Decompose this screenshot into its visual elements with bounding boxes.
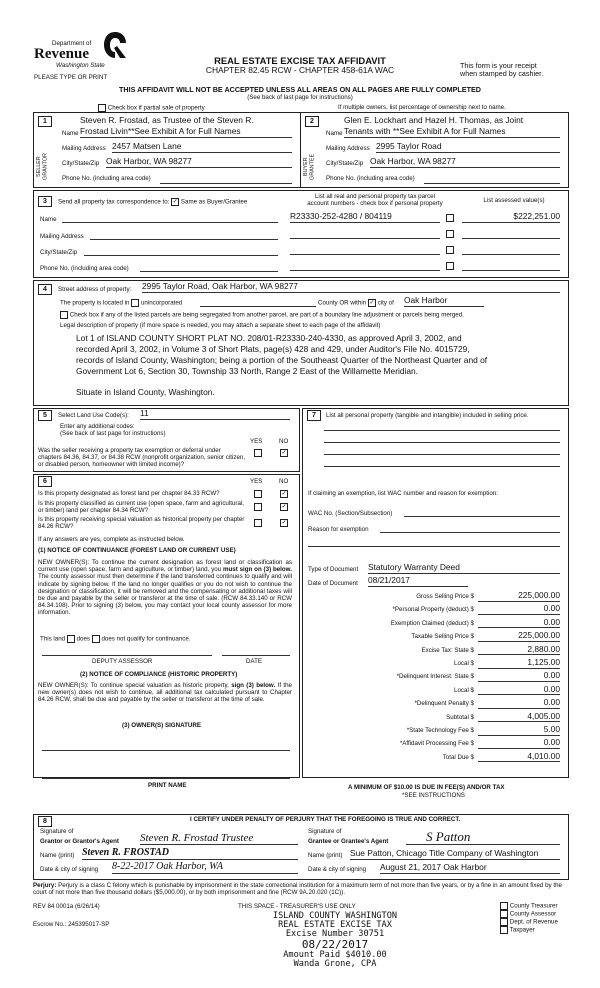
treasurer-space: THIS SPACE - TREASURER'S USE ONLY (238, 903, 356, 910)
sec5-yes-header: YES (250, 438, 263, 445)
sec6-q2-yes[interactable] (254, 503, 262, 511)
additional-codes-label: Enter any additional codes: (60, 423, 135, 430)
minimum-fee-note: A MINIMUM OF $10.00 IS DUE IN FEE(S) AND/OR TAX (348, 784, 505, 791)
perjury-notice (33, 882, 567, 896)
revenue-emblem-icon (102, 30, 128, 60)
section-8-number: 8 (38, 816, 52, 827)
sec6-q1-yes[interactable] (254, 490, 262, 498)
copy-distribution (500, 902, 558, 934)
doc-type-label: Type of Document (308, 566, 359, 573)
parcel-header-1: List all real and personal property tax parcel (314, 193, 436, 200)
assessed-3-field[interactable] (462, 254, 560, 255)
seller-phone-label: Phone No. (including area code) (62, 175, 151, 182)
copy-row-4 (500, 926, 558, 934)
grantee-printed-name[interactable]: Sue Patton, Chicago Title Company of Washington (350, 849, 560, 860)
receipt-note-2: when stamped by cashier. (460, 69, 544, 78)
fee-row (302, 617, 567, 630)
please-type: PLEASE TYPE OR PRINT (34, 74, 108, 81)
form-chapter: CHAPTER 82.45 RCW - CHAPTER 458-61A WAC (205, 65, 395, 75)
fee-label: *Delinquent Interest: State $ (396, 673, 474, 681)
seller-name-line1: Steven R. Frostad, as Trustee of the Steven R. (80, 115, 254, 125)
dept-of: Department of (52, 40, 92, 47)
parcel-3-checkbox[interactable] (446, 246, 454, 254)
fee-value[interactable]: 2,880.00 (478, 645, 560, 656)
revenue-logo (34, 28, 134, 74)
copy-3-label: Dept. of Revenue (509, 918, 558, 926)
section-4-number: 4 (38, 284, 52, 295)
sec3-mailing-field[interactable] (90, 239, 278, 240)
does-qualify-checkbox[interactable] (67, 635, 75, 643)
reason-label: Reason for exemption (308, 526, 369, 533)
parcel-4-checkbox[interactable] (446, 262, 454, 270)
copy-1-label: County Treasurer (509, 902, 558, 910)
notice-2-bold: sign (3) below. (231, 682, 276, 689)
section-7-number: 7 (307, 410, 321, 421)
same-as-buyer-checkbox[interactable]: ✓ (172, 199, 178, 205)
personal-line-4[interactable] (324, 466, 560, 467)
city-of-checkbox[interactable]: ✓ (369, 300, 375, 306)
segregated-label: Check box if any of the listed parcels are being segregated from another parcel, are part of a boundary line adjustment or parcels being merged. (69, 311, 464, 319)
partial-sale-label: Check box if partial sale of property (107, 104, 205, 112)
seller-name-label: Name (62, 130, 79, 137)
does-label: does (76, 635, 90, 643)
parcel-1-personal-checkbox[interactable] (446, 214, 454, 222)
sec6-if-yes: If any answers are yes, complete as instructed below. (38, 536, 185, 543)
see-back-note: (See back of last page for instructions) (247, 94, 353, 101)
fee-value[interactable]: 1,125.00 (478, 658, 560, 669)
unincorporated-label: unincorporated (140, 299, 183, 307)
continuance-row (40, 635, 191, 643)
this-land-label: This land (40, 635, 66, 643)
fee-label: Taxable Selling Price $ (411, 633, 474, 641)
print-name-label: PRINT NAME (148, 782, 187, 789)
seller-city-label: City/State/Zip (62, 160, 100, 167)
grantor-printed-name[interactable]: Steven R. FROSTAD (82, 847, 298, 860)
land-use-code[interactable]: 11 (140, 409, 290, 420)
legal-label: Legal description of property (if more space is needed, you may attach a separate sheet to each page of the affidavit) (60, 322, 381, 329)
fee-label: Total Due $ (442, 753, 474, 761)
stamp-line-2: REAL ESTATE EXCISE TAX (278, 920, 392, 930)
parcel-2-field[interactable] (290, 238, 440, 239)
form-title: REAL ESTATE EXCISE TAX AFFIDAVIT (214, 55, 386, 66)
seller-side-label: SELLER GRANTOR (36, 153, 49, 181)
assessed-4-field[interactable] (462, 270, 560, 271)
fee-value[interactable]: 5.00 (478, 725, 560, 736)
fee-value[interactable]: 0.00 (478, 698, 560, 709)
deputy-date-label: DATE (246, 658, 263, 665)
sec3-name-label: Name (40, 216, 57, 223)
buyer-city-label: City/State/Zip (326, 160, 364, 167)
grantor-signature[interactable]: Steven R. Frostad Trustee (140, 832, 298, 845)
grantor-date-label: Date & city of signing (40, 866, 99, 873)
exemption-label: If claiming an exemption, list WAC number and reason for exemption: (308, 490, 498, 497)
fee-row (302, 657, 567, 670)
treasurer-stamp (260, 912, 410, 969)
fee-row (302, 711, 567, 724)
warning-banner: THIS AFFIDAVIT WILL NOT BE ACCEPTED UNLESS ALL AREAS ON ALL PAGES ARE FULLY COMPLETED (119, 85, 481, 94)
buyer-mailing[interactable]: 2995 Taylor Road (376, 142, 560, 153)
fee-label: *Affidavit Processing Fee $ (399, 740, 474, 748)
sec6-question-2: Is this property classified as current use (open space, farm and agricultural, or timber) land per chapter 84.34 RCW? (38, 500, 245, 515)
fee-table (302, 590, 567, 764)
property-city[interactable]: Oak Harbor (404, 296, 484, 307)
copy-4-label: Taxpayer (509, 926, 535, 934)
fee-row (302, 590, 567, 603)
stamp-line-3: Excise Number 30751 (285, 929, 385, 939)
legal-line-2: recorded April 3, 2002, in Volume 3 of Short Plats, page(s) 428 and 429, under Auditor's File No. 4015729, (76, 344, 470, 354)
grantee-signature[interactable]: S Patton (406, 830, 560, 845)
send-correspondence (58, 198, 247, 206)
copy-row-3 (500, 918, 558, 926)
notice-1-title: (1) NOTICE OF CONTINUANCE (FOREST LAND OR CURRENT USE) (38, 547, 236, 554)
located-row (60, 299, 182, 307)
personal-property-label: List all personal property (tangible and intangible) included in selling price. (326, 412, 529, 419)
seller-mailing[interactable]: 2457 Matsen Lane (112, 142, 292, 153)
sec6-yes-header: YES (250, 478, 263, 485)
fee-value[interactable]: 0.00 (478, 685, 560, 696)
notice-2-part-1: NEW OWNER(S): To continue special valuation as historic property, (38, 682, 229, 689)
grantor-agent-label: Grantor or Grantor's Agent (40, 838, 119, 845)
sec6-question-1: Is this property designated as forest land per chapter 84.33 RCW? (38, 490, 220, 497)
sec6-q1-no[interactable]: ✓ (281, 491, 287, 497)
notice-2-title: (2) NOTICE OF COMPLIANCE (HISTORIC PROPERTY) (80, 671, 238, 678)
receipt-note-1: This form is your receipt (460, 61, 537, 70)
segregated-checkbox[interactable] (60, 311, 68, 319)
sec5-q1-yes[interactable] (254, 449, 262, 457)
notice-1-text (38, 559, 292, 617)
stamp-line-1: ISLAND COUNTY WASHINGTON (272, 911, 398, 921)
sec3-mailing-label: Mailing Address (40, 233, 84, 240)
perjury-label: Perjury: (33, 882, 57, 889)
section-2-number: 2 (305, 116, 319, 127)
copy-2-checkbox[interactable] (500, 910, 508, 918)
partial-sale-row (98, 104, 205, 112)
fee-value[interactable]: 225,000.00 (478, 631, 560, 642)
sec6-q3-no[interactable]: ✓ (281, 520, 287, 526)
stamp-line-6: Wanda Grone, CPA (293, 959, 377, 969)
grantee-agent-label: Grantee or Grantee's Agent (308, 838, 389, 845)
fee-row (302, 684, 567, 697)
fee-value[interactable]: 225,000.00 (478, 591, 560, 602)
fee-row (302, 737, 567, 750)
stamp-line-5: Amount Paid $4010.00 (283, 950, 387, 960)
fee-value[interactable]: 0.00 (478, 738, 560, 749)
perjury-text: Perjury is a class C felony which is punishable by imprisonment in the state correctional institution for a maximum term of not more than five years, or by a fine in an amount fixed by the court of not more than five thousand dollars ($5,000.00), or by both imprisonment and fine (RCW 9A.20.020 (1C)). (33, 882, 562, 897)
fee-row (302, 724, 567, 737)
fee-label: Local $ (454, 686, 474, 694)
sec5-no-header: NO (279, 438, 289, 445)
buyer-city[interactable]: Oak Harbor, WA 98277 (370, 157, 560, 168)
sec6-question-3: Is this property receiving special valuation as historical property per chapter 84.26 RCW? (38, 516, 245, 531)
grantor-date-city[interactable]: 8-22-2017 Oak Harbor, WA (112, 861, 298, 874)
parcel-4-field[interactable] (290, 270, 440, 271)
fee-value[interactable]: 4,005.00 (478, 712, 560, 723)
does-not-qualify-checkbox[interactable] (92, 635, 100, 643)
deputy-assessor-label: DEPUTY ASSESSOR (92, 658, 153, 665)
deputy-date-line[interactable] (222, 655, 290, 656)
see-instructions: *SEE INSTRUCTIONS (402, 792, 465, 799)
fee-row (302, 630, 567, 643)
copy-row-2 (500, 910, 558, 918)
fee-value[interactable]: 0.00 (478, 604, 560, 615)
section-1-number: 1 (38, 116, 52, 127)
land-use-label: Select Land Use Code(s): (58, 412, 129, 419)
fee-label: *Delinquent Penalty $ (414, 700, 474, 708)
fee-label: *Personal Property (deduct) $ (392, 606, 474, 614)
fee-value[interactable]: 0.00 (478, 618, 560, 629)
same-as-label: Same as Buyer/Grantee (180, 198, 248, 206)
grantee-date-label: Date & city of signing (308, 866, 367, 873)
fee-label: *State Technology Fee $ (406, 726, 474, 734)
copy-1-checkbox[interactable] (500, 902, 508, 910)
street-label: Street address of property: (58, 286, 132, 293)
parcel-3-field[interactable] (290, 254, 440, 255)
notice-1-part-2: The county assessor must then determine if the land transferred continues to qualify and will indicate by signing below. If the land no longer qualifies or you do not wish to continue the designation or classification, it will be removed and the compensating or additional taxes will be due and payable by the seller or transferor at the time of sale. (RCW 84.33.140 or RCW 84.34.108). Prior to signing (3) below, you may contact your local county assessor for more information. (38, 573, 292, 617)
copy-row-1 (500, 902, 558, 910)
notice-2-text (38, 682, 292, 704)
seller-phone-field[interactable] (160, 183, 292, 184)
sec6-q2-no[interactable]: ✓ (281, 504, 287, 510)
fee-value[interactable]: 0.00 (478, 671, 560, 682)
sec6-no-header: NO (279, 478, 289, 485)
seller-buyer-divider (300, 112, 301, 187)
buyer-phone-field[interactable] (424, 183, 560, 184)
send-label: Send all property tax correspondence to: (58, 198, 170, 206)
grantee-name-label: Name (print) (308, 852, 343, 859)
assessed-header: List assessed value(s) (483, 197, 545, 204)
legal-line-3: records of Island County, Washington; being a portion of the Southeast Quarter of the Northeast Quarter and of (76, 355, 488, 365)
grantor-name-label: Name (print) (40, 852, 75, 859)
grantee-date-city[interactable]: August 21, 2017 Oak Harbor (380, 863, 560, 874)
unincorporated-checkbox[interactable] (131, 299, 139, 307)
does-not-label: does not qualify for continuance. (101, 635, 191, 643)
city-of-label: city of (377, 299, 394, 307)
partial-sale-checkbox[interactable] (98, 104, 106, 112)
buyer-side-label: BUYER GRANTEE (303, 153, 316, 181)
section-6-number: 6 (38, 476, 52, 487)
fee-label: Subtotal $ (446, 713, 474, 721)
sec6-q3-yes[interactable] (254, 519, 262, 527)
legal-line-5: Situate in Island County, Washington. (76, 387, 215, 397)
buyer-phone-label: Phone No. (including area code) (326, 175, 415, 182)
print-name-line[interactable] (42, 778, 290, 779)
sec5-q1-no[interactable]: ✓ (281, 450, 287, 456)
section-3-number: 3 (38, 196, 52, 207)
sec3-phone-label: Phone No. (including area code) (40, 265, 129, 272)
personal-line-2[interactable] (324, 442, 560, 443)
notice-2-part-2: If the new owner(s) does not wish to continue, all additional tax calculated pursuant to Chapter 84.26 RCW, shall be due and payable by the seller or transferor at the time of sale. (38, 682, 292, 704)
dept-state: Washington State (56, 62, 105, 69)
street-address[interactable]: 2995 Taylor Road, Oak Harbor, WA 98277 (142, 282, 560, 293)
deputy-sig-line[interactable] (42, 655, 212, 656)
sec5-see-back: (See back of last page for instructions) (60, 430, 166, 437)
sec5-question-1: Was the seller receiving a property tax exemption or deferral under chapters 84.36, 84.37, or 84.38 RCW (nonprofit organization, senior citizen, or disabled person, homeowner with limited income)? (38, 447, 246, 469)
form-revision: REV 84 0001a (6/26/14) (33, 903, 100, 910)
fee-row (302, 697, 567, 710)
notice-1-part-1: NEW OWNER(S): To continue the current designation as forest land or classification as current use (open space, farm and agriculture, or timber) land, you (38, 559, 292, 574)
sec3-city-label: City/State/Zip (40, 249, 78, 256)
reason-field-2[interactable] (308, 546, 560, 547)
buyer-mailing-label: Mailing Address (326, 145, 370, 152)
parcel-2-checkbox[interactable] (446, 230, 454, 238)
assessed-2-field[interactable] (462, 238, 560, 239)
multiple-owners-note: If multiple owners, list percentage of ownership next to name. (338, 104, 506, 111)
grantee-sig-of: Signature of (308, 828, 342, 835)
stamp-line-4: 08/22/2017 (301, 938, 369, 951)
seller-city[interactable]: Oak Harbor, WA 98277 (106, 157, 292, 168)
owner-sig-line[interactable] (42, 750, 290, 751)
within-row (318, 299, 394, 307)
county-within-label: County OR within (318, 299, 367, 307)
fee-row (302, 670, 567, 683)
fee-value[interactable]: 4,010.00 (478, 752, 560, 763)
buyer-name-line1: Glen E. Lockhart and Hazel H. Thomas, as Joint (344, 115, 524, 125)
grantor-sig-of: Signature of (40, 828, 74, 835)
section-5-number: 5 (38, 410, 52, 421)
fee-row (302, 751, 567, 764)
fee-label: Excise Tax: State $ (421, 646, 474, 654)
personal-line-1[interactable] (324, 430, 560, 431)
legal-line-4: Government Lot 6, Section 30, Township 33 North, Range 2 East of the Willamette Meridian. (76, 366, 419, 376)
fee-label: Gross Selling Price $ (416, 593, 474, 600)
personal-line-3[interactable] (324, 454, 560, 455)
fee-row (302, 603, 567, 616)
sec3-phone-field[interactable] (140, 271, 278, 272)
copy-2-label: County Assessor (509, 910, 557, 918)
copy-3-checkbox[interactable] (500, 918, 508, 926)
owner-signature-label: (3) OWNER(S) SIGNATURE (122, 722, 201, 729)
dept-name: Revenue (34, 46, 89, 62)
certify-statement: I CERTIFY UNDER PENALTY OF PERJURY THAT THE FOREGOING IS TRUE AND CORRECT. (190, 816, 461, 823)
wac-label: WAC No. (Section/Subsection) (308, 510, 393, 517)
doc-date[interactable]: 08/21/2017 (368, 576, 468, 587)
seller-mailing-label: Mailing Address (62, 145, 106, 152)
fee-label: Local $ (454, 659, 474, 667)
notice-1-bold: must sign on (3) below. (222, 566, 292, 574)
escrow-number: Escrow No.: 245395017-SP (33, 921, 110, 928)
sec3-city-field[interactable] (84, 255, 278, 256)
legal-line-1: Lot 1 of ISLAND COUNTY SHORT PLAT NO. 208/01-R23330-240-4330, as approved April 3, 2002, and (76, 333, 462, 343)
wac-field[interactable] (404, 516, 560, 517)
doc-date-label: Date of Document (308, 580, 358, 587)
seller-name-line2[interactable]: Frostad Livin**See Exhibit A for Full Names (80, 127, 292, 138)
reason-field[interactable] (380, 532, 560, 533)
parcel-header-2: account numbers - check box if personal property (307, 200, 443, 207)
doc-type[interactable]: Statutory Warranty Deed (368, 563, 560, 574)
parcel-number[interactable]: R23330-252-4280 / 804119 (290, 212, 440, 223)
assessed-value[interactable]: $222,251.00 (462, 212, 560, 223)
located-label: The property is located in (60, 299, 130, 307)
copy-4-checkbox[interactable] (500, 926, 508, 934)
buyer-name-line2[interactable]: Tenants with **See Exhibit A for Full Names (344, 127, 560, 138)
fee-label: Exemption Claimed (deduct) $ (390, 619, 474, 627)
segregated-row (60, 311, 464, 319)
buyer-name-label: Name (326, 130, 343, 137)
sec3-name-field[interactable] (62, 222, 278, 223)
fee-row (302, 644, 567, 657)
county-field[interactable] (200, 306, 316, 307)
